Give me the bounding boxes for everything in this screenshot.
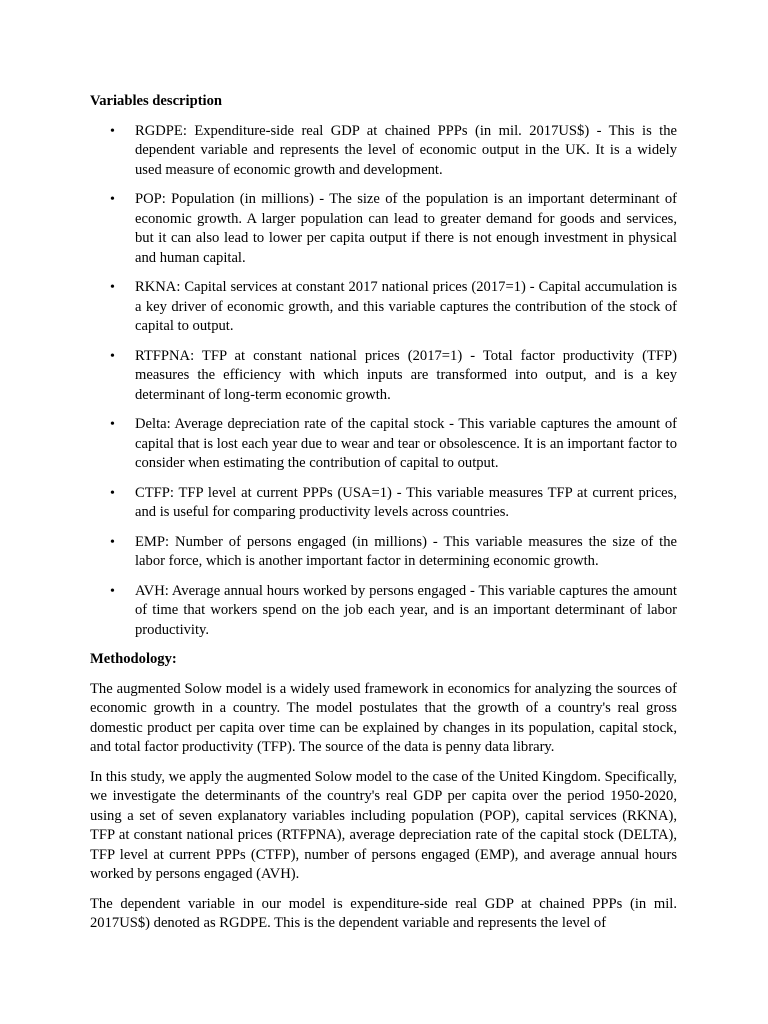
variables-heading: Variables description <box>90 93 223 109</box>
document-page <box>90 92 677 944</box>
body-paragraph: The augmented Solow model is a widely used framework in economics for analyzing the sources of economic growth in a country. The model postulates that the growth of a country's real gross domestic product per capita over time can be explained by changes in its population, capital stock, and total factor productivity (TFP). The source of the data is penny data library. <box>90 680 677 755</box>
bullet-icon: • <box>110 348 115 364</box>
list-item <box>90 582 677 641</box>
body-paragraph: The dependent variable in our model is expenditure-side real GDP at chained PPPs (in mil. 2017US$) denoted as RGDPE. This is the dependent variable and represents the level of <box>90 895 677 931</box>
bullet-icon: • <box>110 534 115 550</box>
body-paragraph: In this study, we apply the augmented Solow model to the case of the United Kingdom. Specifically, we investigate the determinants of the country's real GDP per capita over the period 1950-2020, using a set of seven explanatory variables including population (POP), capital services (RKNA), TFP at constant national prices (RTFPNA), average depreciation rate of the capital stock (DELTA), TFP level at current PPPs (CTFP), number of persons engaged (EMP), and average annual hours worked by persons engaged (AVH). <box>90 768 677 882</box>
variable-description: RGDPE: Expenditure-side real GDP at chained PPPs (in mil. 2017US$) - This is the dependent variable and represents the level of economic output in the UK. It is a widely used measure of economic growth and development. <box>135 122 677 178</box>
list-item <box>90 533 677 572</box>
list-item <box>90 122 677 181</box>
bullet-icon: • <box>110 123 115 139</box>
list-item <box>90 347 677 406</box>
variable-description: Delta: Average depreciation rate of the capital stock - This variable captures the amount of capital that is lost each year due to wear and tear or obsolescence. It is an important factor to consider when estimating the contribution of capital to output. <box>135 416 677 471</box>
variable-description: CTFP: TFP level at current PPPs (USA=1) - This variable measures TFP at current prices, and is useful for comparing productivity levels across countries. <box>135 484 677 520</box>
bullet-icon: • <box>110 280 115 295</box>
bullet-icon: • <box>110 583 115 599</box>
variables-list <box>90 122 677 641</box>
list-item <box>90 415 677 474</box>
variable-description: AVH: Average annual hours worked by persons engaged - This variable captures the amount of time that workers spend on the job each year, and is an important determinant of labor productivity. <box>135 582 677 638</box>
variable-description: POP: Population (in millions) - The size of the population is an important determinant of economic growth. A larger population can lead to greater demand for goods and services, but it can also lead to lower per capita output if there is not enough investment in physical and human capital. <box>135 191 677 266</box>
methodology-heading: Methodology: <box>90 651 177 667</box>
list-item <box>90 484 677 523</box>
variable-description: RTFPNA: TFP at constant national prices (2017=1) - Total factor productivity (TFP) measures the efficiency with which inputs are transformed into output, and is a key determinant of long-term economic growth. <box>135 347 677 403</box>
list-item <box>90 190 677 268</box>
variable-description: EMP: Number of persons engaged (in millions) - This variable measures the size of the labor force, which is another important factor in determining economic growth. <box>135 533 677 569</box>
bullet-icon: • <box>110 485 115 501</box>
bullet-icon: • <box>110 417 115 432</box>
variable-description: RKNA: Capital services at constant 2017 national prices (2017=1) - Capital accumulation is a key driver of economic growth, and this variable captures the contribution of the stock of capital to output. <box>135 279 677 334</box>
list-item <box>90 278 677 337</box>
bullet-icon: • <box>110 192 115 207</box>
